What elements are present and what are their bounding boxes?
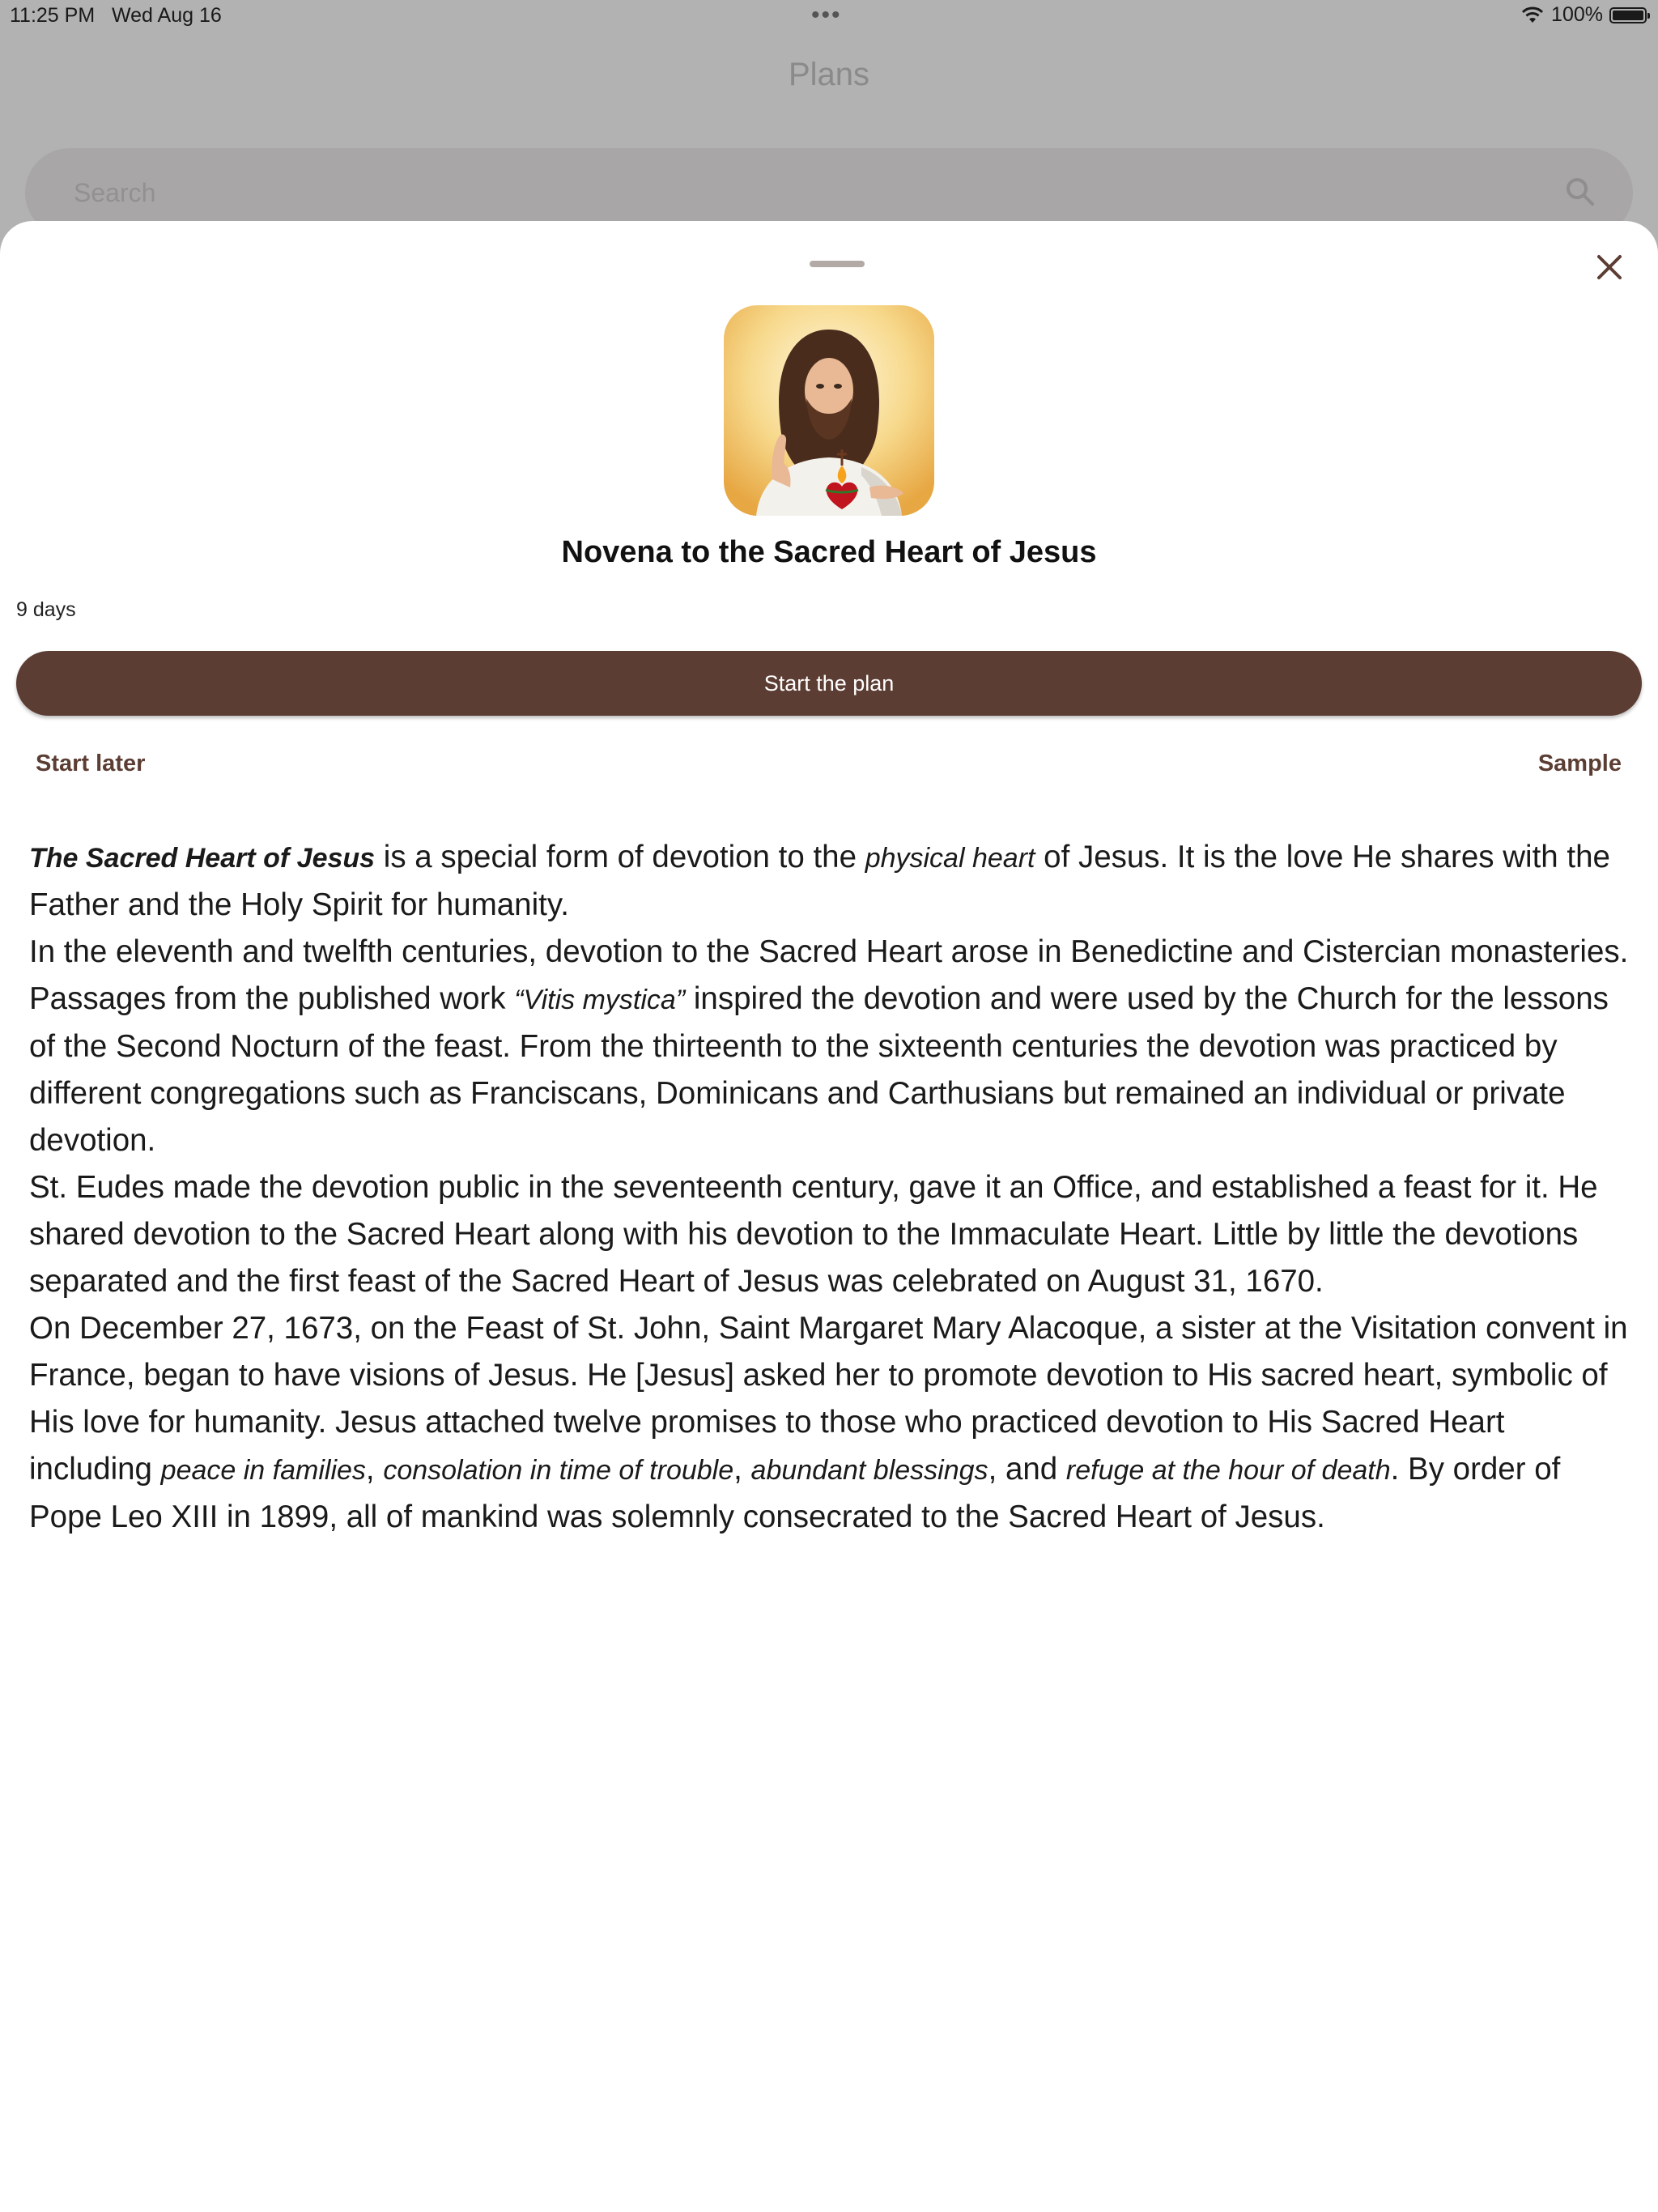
description-text: On December 27, 1673, on the Feast of St. John, Saint Margaret Mary Alacoque, a sister at the Visitation convent in France, began to have visions of Jesus. He [Jesus] asked her to promote devotion to His sacred heart, symbolic of His love for humanity. Jesus attached twelve promises to those who practiced devotion to His Sacred Heart including xyxy=(29,1311,1628,1487)
close-button[interactable] xyxy=(1590,248,1629,287)
plan-image xyxy=(724,305,934,516)
search-icon[interactable] xyxy=(1564,176,1596,208)
description-text: is a special form of devotion to the xyxy=(375,840,865,874)
status-date: Wed Aug 16 xyxy=(112,4,222,27)
description-text: inspired the devotion and were used by the Church for the lessons of the Second Nocturn of the feast. From the thirteenth to the sixteenth centuries the devotion was practiced by different congregations such as Franciscans, Dominicans and Carthusians but remained an individual or private devotion. xyxy=(29,981,1609,1158)
description-text: . By order of Pope Leo XIII in 1899, all of mankind was solemnly consecrated to the Sacred Heart of Jesus. xyxy=(29,1452,1561,1534)
close-icon xyxy=(1596,253,1623,281)
plan-description xyxy=(29,834,1632,1541)
description-paragraph: St. Eudes made the devotion public in the seventeenth century, gave it an Office, and established a feast for it. He shared devotion to the Sacred Heart along with his devotion to the Immaculate Heart. Little by little the devotions separated and the first feast of the Sacred Heart of Jesus was celebrated on August 31, 1670. xyxy=(29,1170,1598,1299)
battery-percentage: 100% xyxy=(1551,3,1603,26)
start-later-link[interactable]: Start later xyxy=(36,751,146,776)
description-emphasis: abundant blessings xyxy=(750,1455,988,1486)
description-text: of Jesus. It is the love He shares with the Father and the Holy Spirit for humanity. xyxy=(29,840,1610,922)
sample-link[interactable]: Sample xyxy=(1537,751,1622,776)
page-title: Plans xyxy=(788,57,870,92)
plan-detail-sheet xyxy=(0,221,1658,2212)
battery-icon xyxy=(1609,7,1647,23)
description-text: , and xyxy=(988,1452,1066,1487)
status-time: 11:25 PM xyxy=(10,4,96,27)
description-emphasis: consolation in time of trouble xyxy=(383,1455,734,1486)
description-text: , xyxy=(365,1452,384,1487)
description-text: In the eleventh and twelfth centuries, devotion to the Sacred Heart arose in Benedictine and Cistercian monasteries. Passages from the published work xyxy=(29,934,1629,1016)
sacred-heart-illustration xyxy=(724,305,934,516)
status-right xyxy=(1520,3,1647,27)
search-input[interactable]: Search xyxy=(74,178,156,207)
description-bold-title: The Sacred Heart of Jesus xyxy=(29,843,376,874)
plan-duration: 9 days xyxy=(16,598,76,621)
plan-title: Novena to the Sacred Heart of Jesus xyxy=(561,535,1097,569)
description-emphasis: refuge at the hour of death xyxy=(1065,1455,1391,1486)
wifi-icon xyxy=(1520,6,1545,24)
sheet-grabber[interactable] xyxy=(810,261,865,267)
start-plan-button[interactable]: Start the plan xyxy=(16,651,1642,716)
multitasking-dots-icon[interactable]: ••• xyxy=(811,2,842,28)
description-paragraph xyxy=(29,929,1632,1164)
description-emphasis: physical heart xyxy=(865,843,1035,874)
description-paragraph xyxy=(29,834,1632,929)
description-paragraph xyxy=(29,1305,1632,1541)
description-emphasis: “Vitis mystica” xyxy=(514,985,686,1015)
description-emphasis: peace in families xyxy=(160,1455,366,1486)
status-bar xyxy=(0,0,1658,32)
description-text: , xyxy=(733,1452,751,1487)
